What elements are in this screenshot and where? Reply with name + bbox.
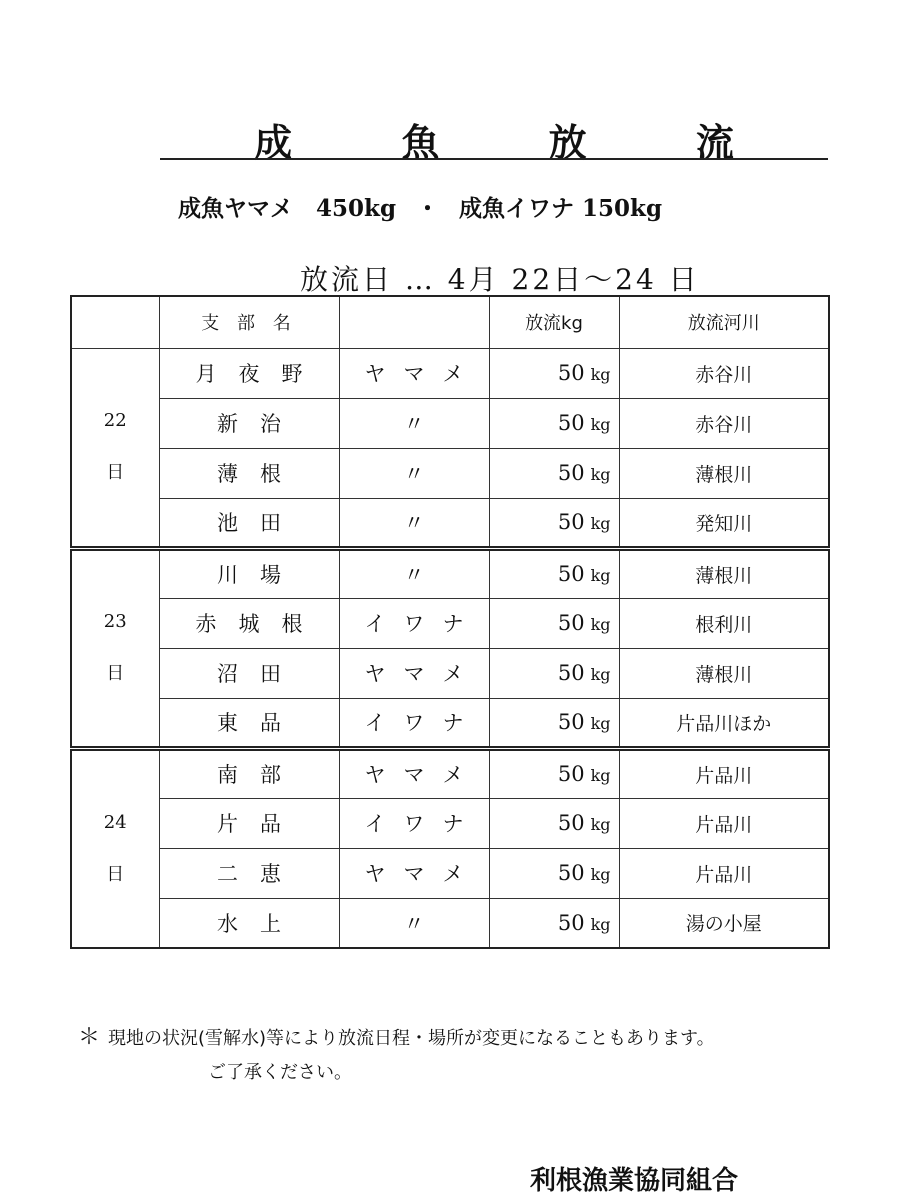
day-suffix: 日 <box>106 863 125 885</box>
summary-yamame: 成魚ヤマメ 450kg <box>178 195 397 222</box>
amount-value: 50 <box>557 411 585 435</box>
header-day-cell <box>71 296 159 348</box>
header-river: 放流河川 <box>619 296 829 348</box>
day-number: 22 <box>103 410 127 431</box>
day-suffix: 日 <box>106 663 125 684</box>
fish-cell: 〃 <box>339 498 489 548</box>
fish-cell: イワナ <box>339 598 489 648</box>
table-row <box>71 348 829 398</box>
amount-unit: kg <box>590 465 611 484</box>
header-amount: 放流kg <box>489 296 619 348</box>
summary-separator: ・ <box>416 195 440 222</box>
river-cell: 片品川 <box>619 848 829 898</box>
branch-cell: 沼田 <box>159 648 339 698</box>
branch-cell: 薄根 <box>159 448 339 498</box>
amount-value: 50 <box>557 510 585 534</box>
amount-unit: kg <box>590 665 611 684</box>
amount-value: 50 <box>557 811 585 835</box>
header-fish <box>339 296 489 348</box>
day-cell <box>71 548 159 748</box>
table-row <box>71 798 829 848</box>
amount-cell <box>489 348 619 398</box>
amount-unit: kg <box>590 865 611 884</box>
branch-cell: 新治 <box>159 398 339 448</box>
branch-cell: 片品 <box>159 798 339 848</box>
river-cell: 片品川 <box>619 748 829 798</box>
amount-cell <box>489 848 619 898</box>
day-number: 23 <box>103 611 127 632</box>
river-cell: 薄根川 <box>619 448 829 498</box>
branch-cell: 川場 <box>159 548 339 598</box>
amount-cell <box>489 648 619 698</box>
amount-unit: kg <box>590 415 611 434</box>
amount-value: 50 <box>557 661 585 685</box>
amount-cell <box>489 448 619 498</box>
branch-cell: 赤城根 <box>159 598 339 648</box>
table-row <box>71 598 829 648</box>
notice-line-1: 現地の状況(雪解水)等により放流日程・場所が変更になることもあります。 <box>108 1028 715 1049</box>
amount-cell <box>489 598 619 648</box>
branch-cell: 水上 <box>159 898 339 948</box>
fish-cell: 〃 <box>339 398 489 448</box>
amount-value: 50 <box>557 361 585 385</box>
fish-cell: ヤマメ <box>339 848 489 898</box>
table-header-row <box>71 296 829 348</box>
day-number: 24 <box>103 811 127 833</box>
amount-unit: kg <box>590 815 611 834</box>
amount-value: 50 <box>557 562 585 586</box>
table-row <box>71 448 829 498</box>
amount-unit: kg <box>590 766 611 785</box>
release-schedule-table <box>70 295 830 949</box>
amount-value: 50 <box>557 461 585 485</box>
amount-value: 50 <box>557 762 585 786</box>
branch-cell: 月夜野 <box>159 348 339 398</box>
river-cell: 片品川ほか <box>619 698 829 748</box>
amount-unit: kg <box>590 514 611 533</box>
table-row <box>71 648 829 698</box>
amount-unit: kg <box>590 365 611 384</box>
amount-cell <box>489 698 619 748</box>
title-underline <box>160 158 828 160</box>
fish-cell: ヤマメ <box>339 348 489 398</box>
amount-cell <box>489 548 619 598</box>
fish-cell: 〃 <box>339 548 489 598</box>
river-cell: 湯の小屋 <box>619 898 829 948</box>
organization-name: 利根漁業協同組合 <box>530 1166 739 1196</box>
table-row <box>71 898 829 948</box>
header-branch: 支 部 名 <box>159 296 339 348</box>
fish-cell: 〃 <box>339 448 489 498</box>
river-cell: 赤谷川 <box>619 348 829 398</box>
fish-cell: イワナ <box>339 798 489 848</box>
day-cell <box>71 348 159 548</box>
amount-value: 50 <box>557 710 585 734</box>
river-cell: 薄根川 <box>619 548 829 598</box>
branch-cell: 池田 <box>159 498 339 548</box>
document-title: 成 魚 放 流 <box>254 120 782 165</box>
amount-unit: kg <box>590 714 611 733</box>
amount-value: 50 <box>557 861 585 885</box>
amount-unit: kg <box>590 566 611 585</box>
table-row <box>71 548 829 598</box>
table-row <box>71 698 829 748</box>
summary-iwana: 成魚イワナ 150kg <box>459 195 663 222</box>
day-cell <box>71 748 159 948</box>
day-suffix: 日 <box>106 462 125 483</box>
river-cell: 片品川 <box>619 798 829 848</box>
fish-cell: ヤマメ <box>339 648 489 698</box>
notice-line-2: ご了承ください。 <box>208 1062 352 1083</box>
amount-unit: kg <box>590 615 611 634</box>
river-cell: 発知川 <box>619 498 829 548</box>
table-row <box>71 398 829 448</box>
amount-value: 50 <box>557 910 585 935</box>
branch-cell: 東品 <box>159 698 339 748</box>
river-cell: 根利川 <box>619 598 829 648</box>
release-dates: 放流日 … 4月 22日～24 日 <box>300 263 700 296</box>
amount-unit: kg <box>590 914 611 934</box>
branch-cell: 二恵 <box>159 848 339 898</box>
amount-cell <box>489 898 619 948</box>
table-row <box>71 848 829 898</box>
branch-cell: 南部 <box>159 748 339 798</box>
river-cell: 薄根川 <box>619 648 829 698</box>
fish-cell: ヤマメ <box>339 748 489 798</box>
amount-value: 50 <box>557 611 585 635</box>
table-row <box>71 498 829 548</box>
notice <box>78 1020 715 1051</box>
amount-cell <box>489 398 619 448</box>
fish-cell: 〃 <box>339 898 489 948</box>
amount-cell <box>489 798 619 848</box>
fish-cell: イワナ <box>339 698 489 748</box>
release-summary <box>178 190 662 223</box>
river-cell: 赤谷川 <box>619 398 829 448</box>
amount-cell <box>489 748 619 798</box>
asterisk-mark: ＊ <box>78 1025 101 1050</box>
table-row <box>71 748 829 798</box>
amount-cell <box>489 498 619 548</box>
